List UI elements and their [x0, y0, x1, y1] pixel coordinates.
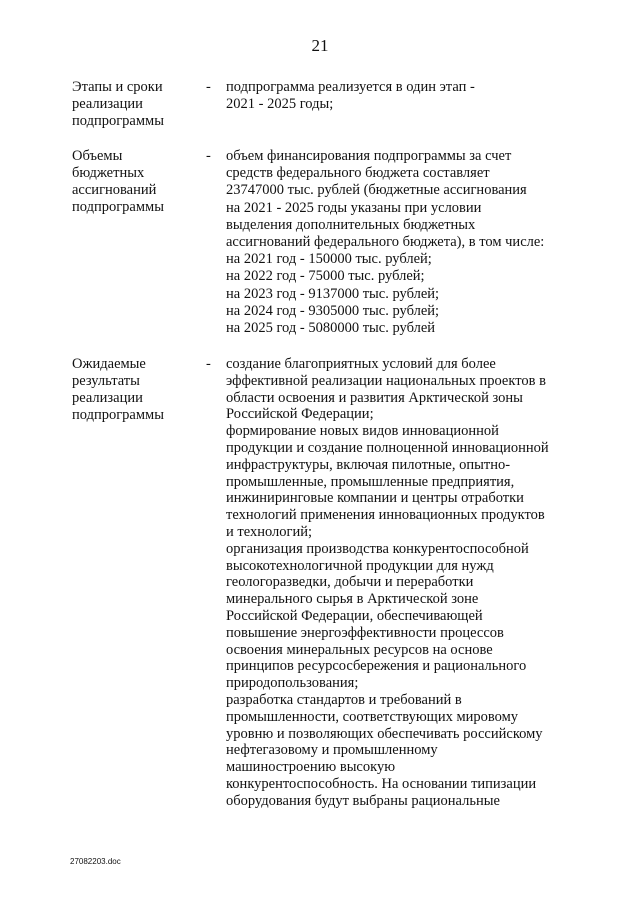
- label-line: Объемы: [72, 148, 123, 164]
- value-line: объем финансирования подпрограммы за счет: [226, 148, 512, 164]
- document-file-name: 27082203.doc: [70, 857, 121, 866]
- value-line: эффективной реализации национальных проектов в: [226, 372, 546, 389]
- value-line: конкурентоспособность. На основании типизации: [226, 775, 537, 792]
- value-line: принципов ресурсосбережения и рационального: [226, 658, 527, 675]
- value-line: оборудования будут выбраны рациональные: [226, 792, 500, 809]
- value-line: подпрограмма реализуется в один этап -: [226, 79, 475, 95]
- label-line: подпрограммы: [72, 407, 164, 423]
- value-line: освоения минеральных ресурсов на основе: [226, 641, 493, 658]
- label-line: подпрограммы: [72, 199, 164, 215]
- row-label: [72, 356, 202, 424]
- value-line: организация производства конкурентоспособной: [226, 540, 529, 557]
- value-line: ассигнований федерального бюджета), в том числе:: [226, 234, 545, 251]
- value-line: области освоения и развития Арктической зоны: [226, 389, 523, 406]
- row-dash: -: [206, 148, 211, 164]
- value-line: разработка стандартов и требований в: [226, 691, 462, 708]
- row-value: [226, 79, 586, 114]
- label-line: реализации: [72, 96, 143, 112]
- label-line: подпрограммы: [72, 113, 164, 129]
- label-line: ассигнований: [72, 182, 157, 198]
- value-line: на 2023 год - 9137000 тыс. рублей;: [226, 285, 440, 302]
- value-line: Российской Федерации, обеспечивающей: [226, 607, 483, 624]
- row-dash: -: [206, 356, 211, 372]
- value-line: 23747000 тыс. рублей (бюджетные ассигнования: [226, 182, 527, 199]
- value-line: Российской Федерации;: [226, 406, 374, 423]
- value-line: высокотехнологичной продукции для нужд: [226, 557, 494, 574]
- value-line: продукции и создание полноценной инновационной: [226, 439, 549, 456]
- value-line: и технологий;: [226, 523, 313, 540]
- value-line: машиностроению высокую: [226, 759, 396, 776]
- row-value: [226, 356, 586, 810]
- page-number: 21: [311, 36, 329, 55]
- value-line: инжиниринговые компании и центры отработки: [226, 490, 524, 507]
- row-label: [72, 79, 202, 130]
- value-line: на 2021 год - 150000 тыс. рублей;: [226, 251, 432, 268]
- value-line: промышленности, соответствующих мировому: [226, 708, 519, 725]
- value-line: 2021 - 2025 годы;: [226, 96, 334, 113]
- value-line: инфраструктуры, включая пилотные, опытно-: [226, 456, 511, 473]
- label-line: результаты: [72, 373, 140, 389]
- value-line: природопользования;: [226, 675, 359, 692]
- value-line: уровню и позволяющих обеспечивать российскому: [226, 725, 543, 742]
- value-line: повышение энергоэффективности процессов: [226, 624, 504, 641]
- value-line: выделения дополнительных бюджетных: [226, 216, 476, 233]
- row-label: [72, 148, 202, 216]
- value-line: геологоразведки, добычи и переработки: [226, 574, 474, 591]
- value-line: на 2024 год - 9305000 тыс. рублей;: [226, 302, 440, 319]
- value-line: на 2025 год - 5080000 тыс. рублей: [226, 320, 436, 337]
- value-line: минерального сырья в Арктической зоне: [226, 591, 479, 608]
- label-line: Этапы и сроки: [72, 79, 163, 95]
- value-line: формирование новых видов инновационной: [226, 423, 499, 440]
- value-line: создание благоприятных условий для более: [226, 356, 496, 372]
- value-line: промышленные, промышленные предприятия,: [226, 473, 515, 490]
- label-line: Ожидаемые: [72, 356, 146, 372]
- row-dash: -: [206, 79, 211, 95]
- row-value: [226, 148, 586, 337]
- value-line: нефтегазовому и промышленному: [226, 742, 438, 759]
- label-line: бюджетных: [72, 165, 145, 181]
- value-line: на 2022 год - 75000 тыс. рублей;: [226, 268, 425, 285]
- label-line: реализации: [72, 390, 143, 406]
- value-line: на 2021 - 2025 годы указаны при условии: [226, 199, 482, 216]
- value-line: средств федерального бюджета составляет: [226, 165, 490, 182]
- value-line: технологий применения инновационных продуктов: [226, 507, 545, 524]
